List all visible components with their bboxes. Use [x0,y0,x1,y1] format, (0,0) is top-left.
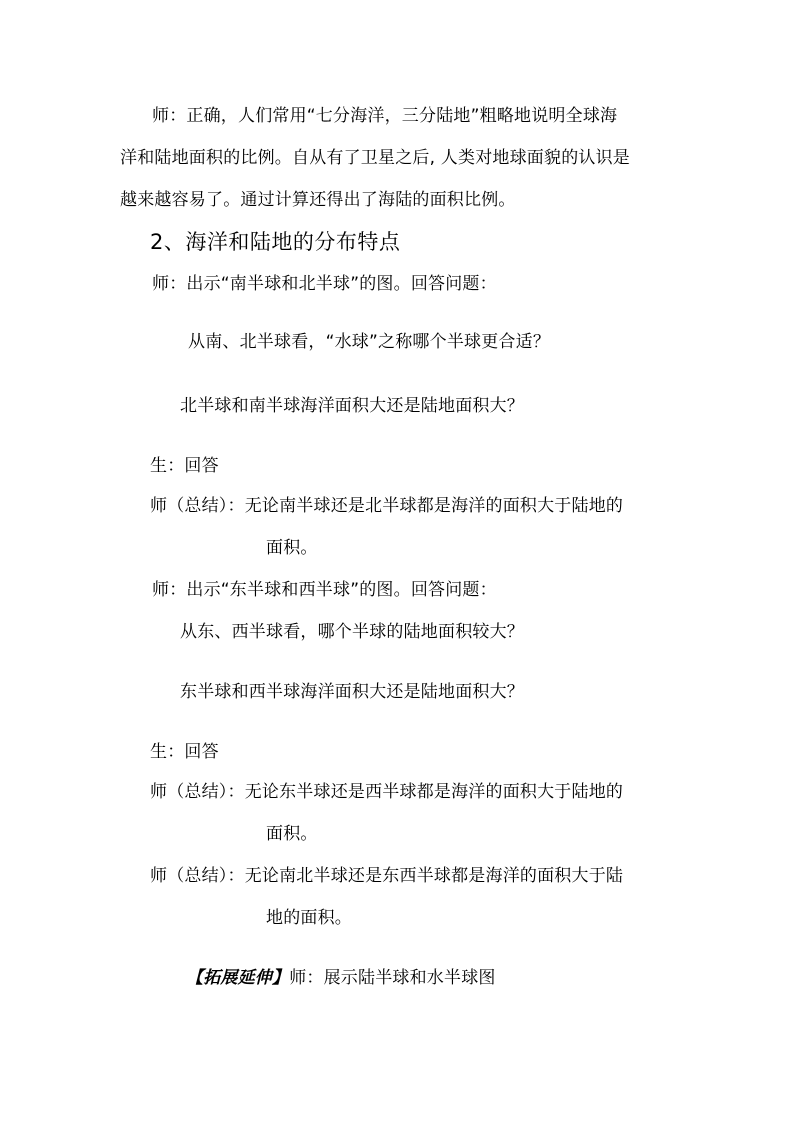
teacher-summary-continued: 面积。 [266,824,318,844]
question-text: 从南、北半球看，“水球”之称哪个半球更合适？ [188,332,551,352]
paragraph-line: 越来越容易了。通过计算还得出了海陆的面积比例。 [120,190,516,210]
student-answer: 生：回答 [150,742,219,762]
question-text: 东半球和西半球海洋面积大还是陆地面积大？ [180,682,524,702]
final-summary: 师（总结）：无论南北半球还是东西半球都是海洋的面积大于陆 [150,866,624,886]
section-heading: 2、海洋和陆地的分布特点 [150,230,401,254]
final-summary-continued: 地的面积。 [266,908,352,928]
extension-text: 师：展示陆半球和水半球图 [289,968,496,988]
student-answer: 生：回答 [150,456,219,476]
teacher-summary: 师（总结）：无论东半球还是西半球都是海洋的面积大于陆地的 [150,782,624,802]
teacher-summary-continued: 面积。 [266,538,318,558]
extension-line [186,966,496,990]
question-text: 从东、西半球看，哪个半球的陆地面积较大？ [180,622,524,642]
teacher-summary: 师（总结）：无论南半球还是北半球都是海洋的面积大于陆地的 [150,496,624,516]
teacher-intro: 师：出示“东半球和西半球”的图。回答问题： [152,580,497,600]
extension-label: 【拓展延伸】 [186,968,290,988]
question-text: 北半球和南半球海洋面积大还是陆地面积大？ [180,396,524,416]
teacher-intro: 师：出示“南半球和北半球”的图。回答问题： [152,274,497,294]
paragraph-line: 师：正确，人们常用“七分海洋，三分陆地”粗略地说明全球海 [152,106,618,126]
paragraph-line: 洋和陆地面积的比例。自从有了卫星之后, 人类对地球面貌的认识是 [120,148,631,168]
